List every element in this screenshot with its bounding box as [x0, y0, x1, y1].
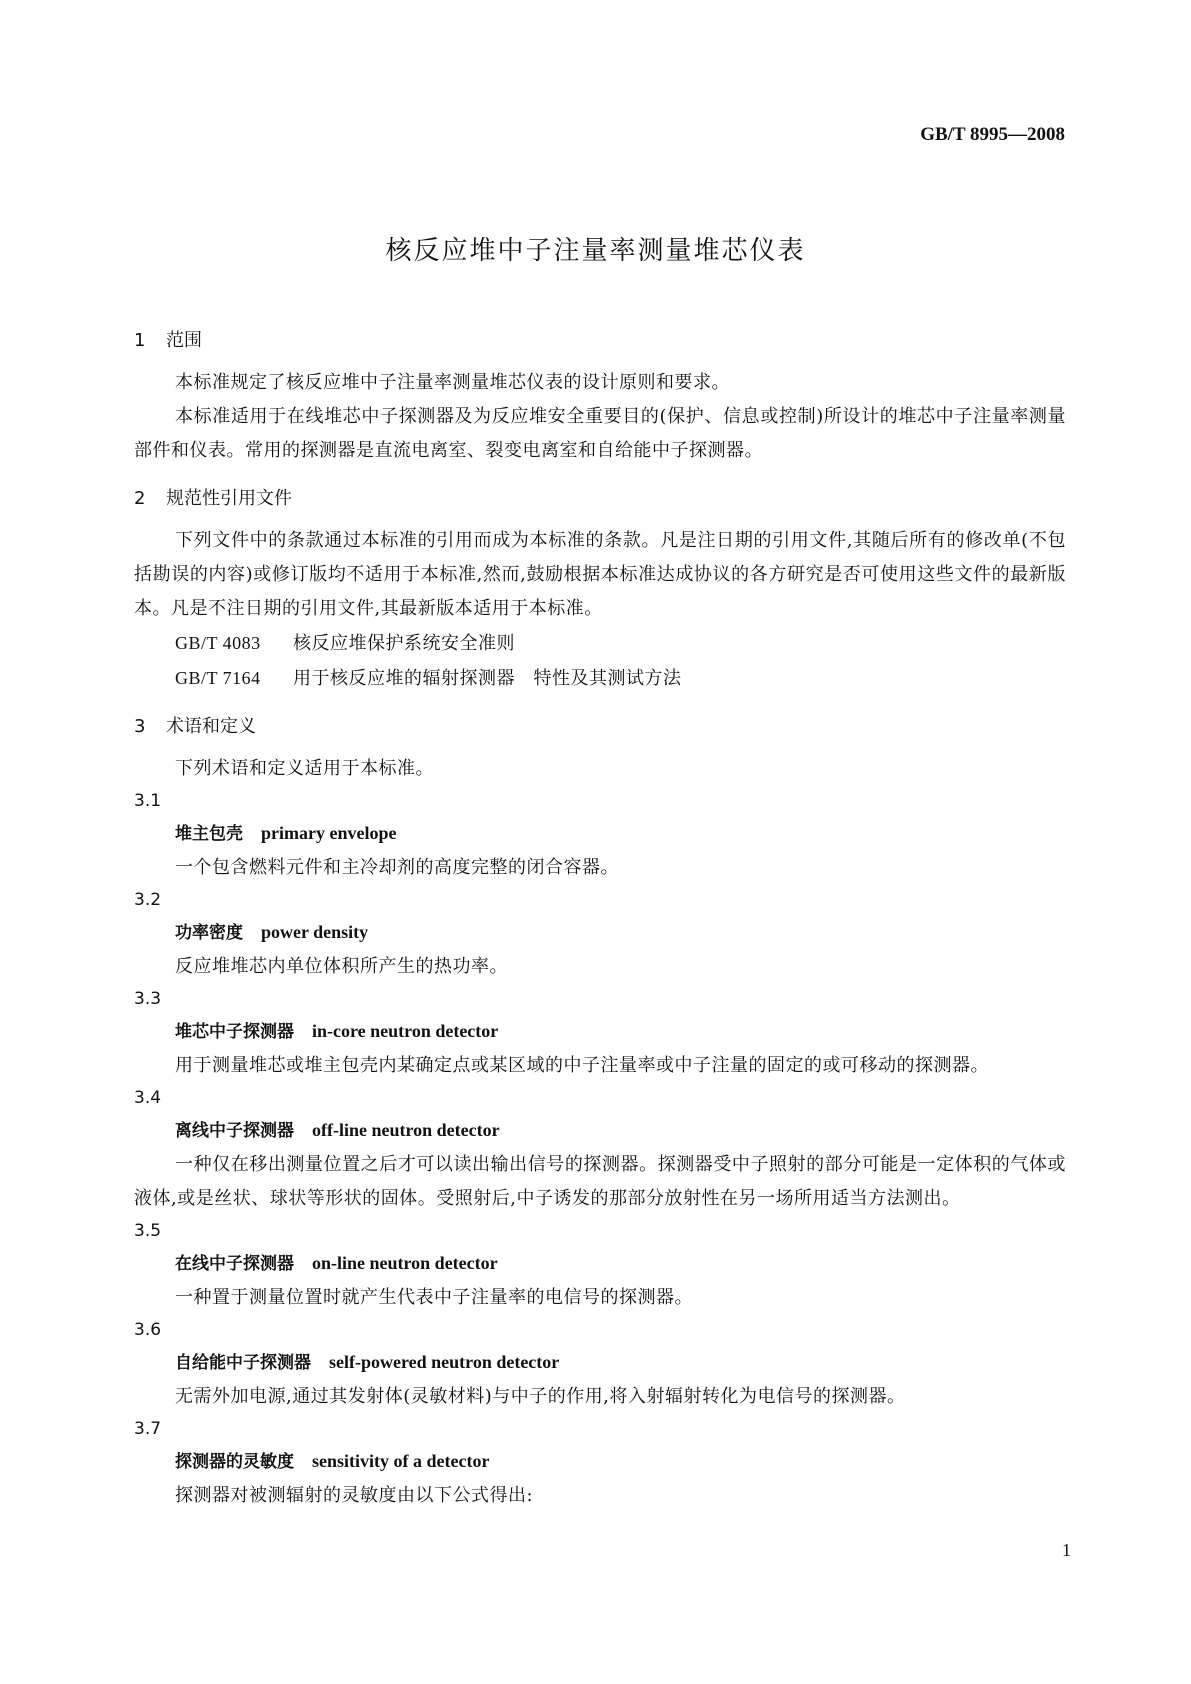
term-number: 3.1	[134, 791, 162, 811]
term-number: 3.6	[134, 1320, 162, 1340]
page-number: 1	[1062, 1540, 1071, 1560]
term-name	[134, 1444, 1066, 1479]
term-name	[134, 1345, 1066, 1380]
term-number: 3.2	[134, 890, 162, 910]
term-definition: 探测器对被测辐射的灵敏度由以下公式得出:	[175, 1485, 534, 1506]
term-entry	[134, 786, 1066, 885]
term-entry	[134, 1315, 1066, 1414]
term-definition: 一个包含燃料元件和主冷却剂的高度完整的闭合容器。	[175, 857, 619, 878]
document-title: 核反应堆中子注量率测量堆芯仪表	[385, 236, 806, 266]
term-name	[134, 816, 1066, 851]
reference-item	[134, 661, 1066, 696]
term-entry	[134, 885, 1066, 984]
term-definition: 反应堆堆芯内单位体积所产生的热功率。	[175, 956, 508, 977]
section-number: 1	[134, 330, 146, 351]
term-zh: 自给能中子探测器	[175, 1353, 311, 1373]
term-zh: 在线中子探测器	[175, 1254, 294, 1274]
term-number: 3.7	[134, 1419, 162, 1439]
term-en: self-powered neutron detector	[329, 1352, 560, 1372]
standard-code: GB/T 8995—2008	[920, 124, 1065, 145]
term-definition: 一种仅在移出测量位置之后才可以读出输出信号的探测器。探测器受中子照射的部分可能是一定体积的气体或液体,或是丝状、球状等形状的固体。受照射后,中子诱发的那部分放射性在另一场所用适当方法测出。	[134, 1154, 1066, 1209]
term-number: 3.5	[134, 1221, 162, 1241]
paragraph: 本标准规定了核反应堆中子注量率测量堆芯仪表的设计原则和要求。	[175, 372, 730, 393]
term-entry	[134, 1083, 1066, 1216]
term-entry	[134, 1414, 1066, 1513]
reference-title: 用于核反应堆的辐射探测器 特性及其测试方法	[293, 668, 682, 689]
reference-code: GB/T 4083	[175, 633, 261, 653]
term-en: off-line neutron detector	[312, 1120, 500, 1140]
term-definition: 无需外加电源,通过其发射体(灵敏材料)与中子的作用,将入射辐射转化为电信号的探测器。	[175, 1386, 906, 1407]
term-zh: 探测器的灵敏度	[175, 1452, 294, 1472]
reference-item	[134, 626, 1066, 661]
reference-code: GB/T 7164	[175, 668, 261, 688]
term-en: in-core neutron detector	[312, 1021, 499, 1041]
term-entry	[134, 1216, 1066, 1315]
term-name	[134, 1113, 1066, 1148]
term-name	[134, 1246, 1066, 1281]
term-name	[134, 1014, 1066, 1049]
document-body	[134, 326, 1066, 1513]
term-number: 3.4	[134, 1088, 162, 1108]
paragraph: 下列术语和定义适用于本标准。	[175, 758, 434, 779]
section-heading-scope	[134, 326, 1066, 356]
term-en: power density	[261, 922, 369, 942]
term-zh: 功率密度	[175, 923, 243, 943]
section-title: 规范性引用文件	[166, 488, 292, 509]
section-title: 范围	[166, 330, 202, 351]
term-zh: 离线中子探测器	[175, 1121, 294, 1141]
term-en: primary envelope	[261, 823, 397, 843]
section-heading-terms-definitions	[134, 712, 1066, 742]
section-title: 术语和定义	[166, 716, 256, 737]
term-en: sensitivity of a detector	[312, 1451, 490, 1471]
term-en: on-line neutron detector	[312, 1253, 498, 1273]
term-entry	[134, 984, 1066, 1083]
section-heading-normative-references	[134, 484, 1066, 514]
term-number: 3.3	[134, 989, 162, 1009]
paragraph: 本标准适用于在线堆芯中子探测器及为反应堆安全重要目的(保护、信息或控制)所设计的堆芯中子注量率测量部件和仪表。常用的探测器是直流电离室、裂变电离室和自给能中子探测器。	[134, 406, 1066, 461]
section-number: 3	[134, 716, 146, 737]
reference-title: 核反应堆保护系统安全准则	[293, 633, 515, 654]
term-zh: 堆芯中子探测器	[175, 1022, 294, 1042]
term-definition: 用于测量堆芯或堆主包壳内某确定点或某区域的中子注量率或中子注量的固定的或可移动的探测器。	[175, 1055, 989, 1076]
paragraph: 下列文件中的条款通过本标准的引用而成为本标准的条款。凡是注日期的引用文件,其随后所有的修改单(不包括勘误的内容)或修订版均不适用于本标准,然而,鼓励根据本标准达成协议的各方研究是否可使用这些文件的最新版本。凡是不注日期的引用文件,其最新版本适用于本标准。	[134, 530, 1066, 619]
section-number: 2	[134, 488, 146, 509]
term-name	[134, 915, 1066, 950]
term-definition: 一种置于测量位置时就产生代表中子注量率的电信号的探测器。	[175, 1287, 693, 1308]
term-zh: 堆主包壳	[175, 824, 243, 844]
